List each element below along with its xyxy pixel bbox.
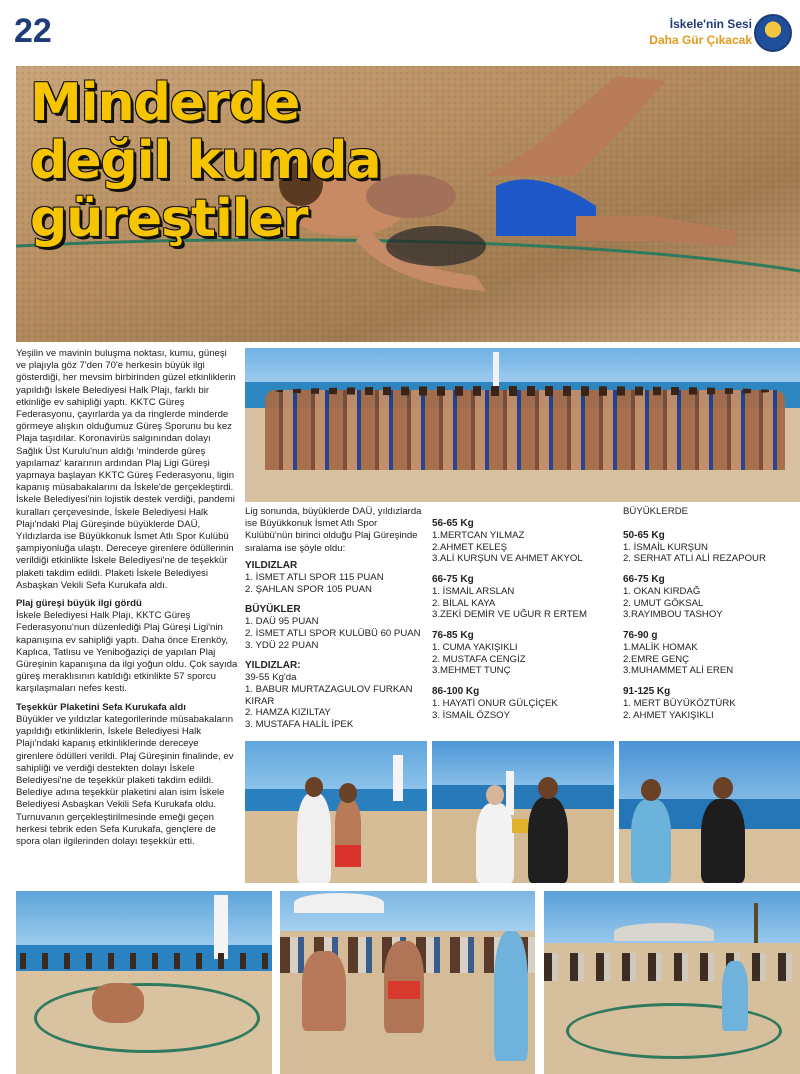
result-line: 1. DAÜ 95 PUAN: [245, 616, 319, 628]
result-line: 3.ZEKİ DEMİR VE UĞUR R ERTEM: [432, 609, 587, 621]
municipality-logo-icon: [754, 14, 792, 52]
weight-class-heading: 66-75 Kg: [432, 573, 474, 585]
intro-paragraph: Yeşilin ve mavinin buluşma noktası, kumu, güneşi ve plajıyla göz 7'den 70'e herkesin büyük ilgi gösterdiği, her mevsim birbirinden güzel etkinliklerin yapıldığı İskele Belediyesi Halk Plajı, farklı bir etkinliğe ev sahipliği yaptı. KKTC Güreş Federasyonu, çayırlarda ya da ringlerde minderde görmeye alışkın olduğumuz Güreş Sporunu bu kez Plaja taşıdılar. Koronavirüs salgınından dolayı Sağlık Üst Kurulu'nun aldığı 'minderde güreş yapılamaz' kararının ardından Plaj Ligi Güreşi yapmaya başlayan KKTC Güreş Federasyonu, ligin kapanış müsabakalarını da İskele'de gerçekleştirdi. İskele Belediyesi'nin lojistik destek verdiği, pandemi kuralları çerçevesinde, İskele Belediyesi Halk Plajı'ndaki Plaj Güreşinde büyüklerde DAÜ, Yıldızlarda ise Büyükkonuk İsmet Atlı Spor Kulübü şampiyonluğa ulaştı. Dereceye girenlere ödüllerinin verildiği etkinlikte İskele Belediyesi'ne de teşekkür plaketi takdim edildi. Plaketi İskele Belediyesi Asbaşkan Vekili Sefa Kurukafa aldı.: [16, 348, 236, 591]
weight-class-heading: 91-125 Kg: [623, 685, 671, 697]
beach-match-photo-3: [544, 891, 800, 1074]
result-line: 1. İSMET ATLI SPOR 115 PUAN: [245, 572, 384, 584]
result-line: 1. CUMA YAKIŞIKLI: [432, 642, 518, 654]
result-line: 3. İSMAİL ÖZSOY: [432, 709, 511, 721]
buyukler-label: BÜYÜKLERDE: [623, 506, 689, 517]
result-line: 3.RAYIMBOU TASHOY: [623, 609, 723, 621]
headline: Minderde değil kumda güreştiler: [30, 73, 381, 249]
weight-class-heading: 76-85 Kg: [432, 629, 474, 641]
weight-class-heading: 76-90 g: [623, 629, 658, 641]
results-column-buyukler-weights: [623, 506, 795, 730]
brand-line-1: İskele'nin Sesi: [669, 17, 752, 31]
hero-photo-wrestling-in-sand: [16, 66, 800, 342]
result-line: 1. İSMAİL ARSLAN: [432, 586, 515, 598]
result-line: 3.MEHMET TUNÇ: [432, 665, 511, 677]
results-column-teams: [245, 506, 425, 739]
result-line: 3.ALİ KURŞUN VE AHMET AKYOL: [432, 553, 583, 565]
result-line: 2. SERHAT ATLI ALİ REZAPOUR: [623, 553, 766, 565]
brand-line-2: Daha Gür Çıkacak: [649, 33, 752, 47]
result-line: 2. UMUT GÖKSAL: [623, 597, 704, 609]
yildizlar-team-heading: YILDIZLAR: [245, 559, 298, 571]
result-line: 2. AHMET YAKIŞIKLI: [623, 709, 714, 721]
result-line: 3. YDÜ 22 PUAN: [245, 639, 319, 651]
result-line: 1. HAYATİ ONUR GÜLÇİÇEK: [432, 698, 558, 710]
result-line: 2.AHMET KELEŞ: [432, 541, 508, 553]
result-line: 2. BİLAL KAYA: [432, 597, 496, 609]
paragraph-3: Büyükler ve yıldızlar kategorilerinde müsabakaların yapıldığı etkinliklerin, İskele Belediyesi Halk Plajı'ndaki kapanış etkinliklerinde dereceye girenlere ödülleri verildi. Plaj Güreşinin finalinde, ev sahipliği ve verdiği destekten dolayı İskele Belediyesi'ne de teşekkür plaketi takdim edildi. Belediye adına teşekkür plaketini alan isim İskele Belediyesi Asbaşkan Vekili Sefa Kurukafa oldu. Turnuvanın gerçekleştirilmesinde emeği geçen herkesi tebrik eden Sefa Kurukafa, gençlere de spora olan ilgilerinden dolayı teşekkür etti.: [16, 713, 234, 847]
result-line: 1. MERT BÜYÜKÖZTÜRK: [623, 698, 736, 710]
result-line: 2. İSMET ATLI SPOR KULÜBÜ 60 PUAN: [245, 628, 421, 639]
result-line: 2. MUSTAFA CENGİZ: [432, 653, 526, 665]
results-column-yildizlar-weights: [432, 518, 612, 730]
subheading-2: Teşekkür Plaketini Sefa Kurukafa aldı: [16, 701, 186, 713]
result-line: 2. HAMZA KIZILTAY: [245, 707, 331, 719]
weight-class-heading: 56-65 Kg: [432, 518, 474, 529]
article-column-1: [16, 348, 238, 853]
result-line: 1. İSMAİL KURŞUN: [623, 541, 708, 553]
group-team-photo: [245, 348, 800, 502]
award-photo-2: [432, 741, 614, 883]
league-intro: Lig sonunda, büyüklerde DAÜ, yıldızlarda ise Büyükkonuk İsmet Atlı Spor Kulübü'nün birinci olduğu Plaj Güreşinde sıralama ise şöyle oldu:: [245, 506, 422, 554]
page-number: 22: [14, 12, 52, 50]
result-line: 3.MUHAMMET ALİ EREN: [623, 665, 734, 677]
weight-class-heading: 50-65 Kg: [623, 529, 665, 541]
award-photo-1: [245, 741, 427, 883]
result-line: 1. BABUR MURTAZAGULOV FURKAN KIRAR: [245, 683, 413, 707]
result-line: 3. MUSTAFA HALİL İPEK: [245, 718, 354, 730]
newspaper-brand: [649, 16, 752, 48]
yildizlar-individual-heading: YILDIZLAR:: [245, 660, 301, 672]
subheading-1: Plaj güreşi büyük ilgi gördü: [16, 598, 142, 610]
weight-class-label: 39-55 Kg'da: [245, 672, 297, 684]
paragraph-2: İskele Belediyesi Halk Plajı, KKTC Güreş Federasyonu'nun düzenlediği Plaj Güreşi Ligi'nin kapanışına ev sahipliği yaptı. Daha önce Erenköy, Kaplıca, Tatlısu ve Yeniboğaziçi de yapılan Plaj Güreşinin kapanışına da ilgi yoğun oldu. Çok sayıda güreş meraklısının katıldığı etkinlikte 57 sporcu karşılaşmaları nefes kesti.: [16, 610, 238, 695]
weight-class-heading: 86-100 Kg: [432, 685, 480, 697]
result-line: 1.MERTCAN YILMAZ: [432, 530, 525, 542]
result-line: 1.MALİK HOMAK: [623, 642, 698, 654]
beach-match-photo-2: [280, 891, 535, 1074]
buyukler-team-heading: BÜYÜKLER: [245, 604, 301, 616]
award-photo-3: [619, 741, 800, 883]
weight-class-heading: 66-75 Kg: [623, 573, 665, 585]
result-line: 2. ŞAHLAN SPOR 105 PUAN: [245, 583, 372, 595]
beach-match-photo-1: [16, 891, 272, 1074]
result-line: 1. OKAN KIRDAĞ: [623, 586, 701, 598]
result-line: 2.EMRE GENÇ: [623, 653, 690, 665]
